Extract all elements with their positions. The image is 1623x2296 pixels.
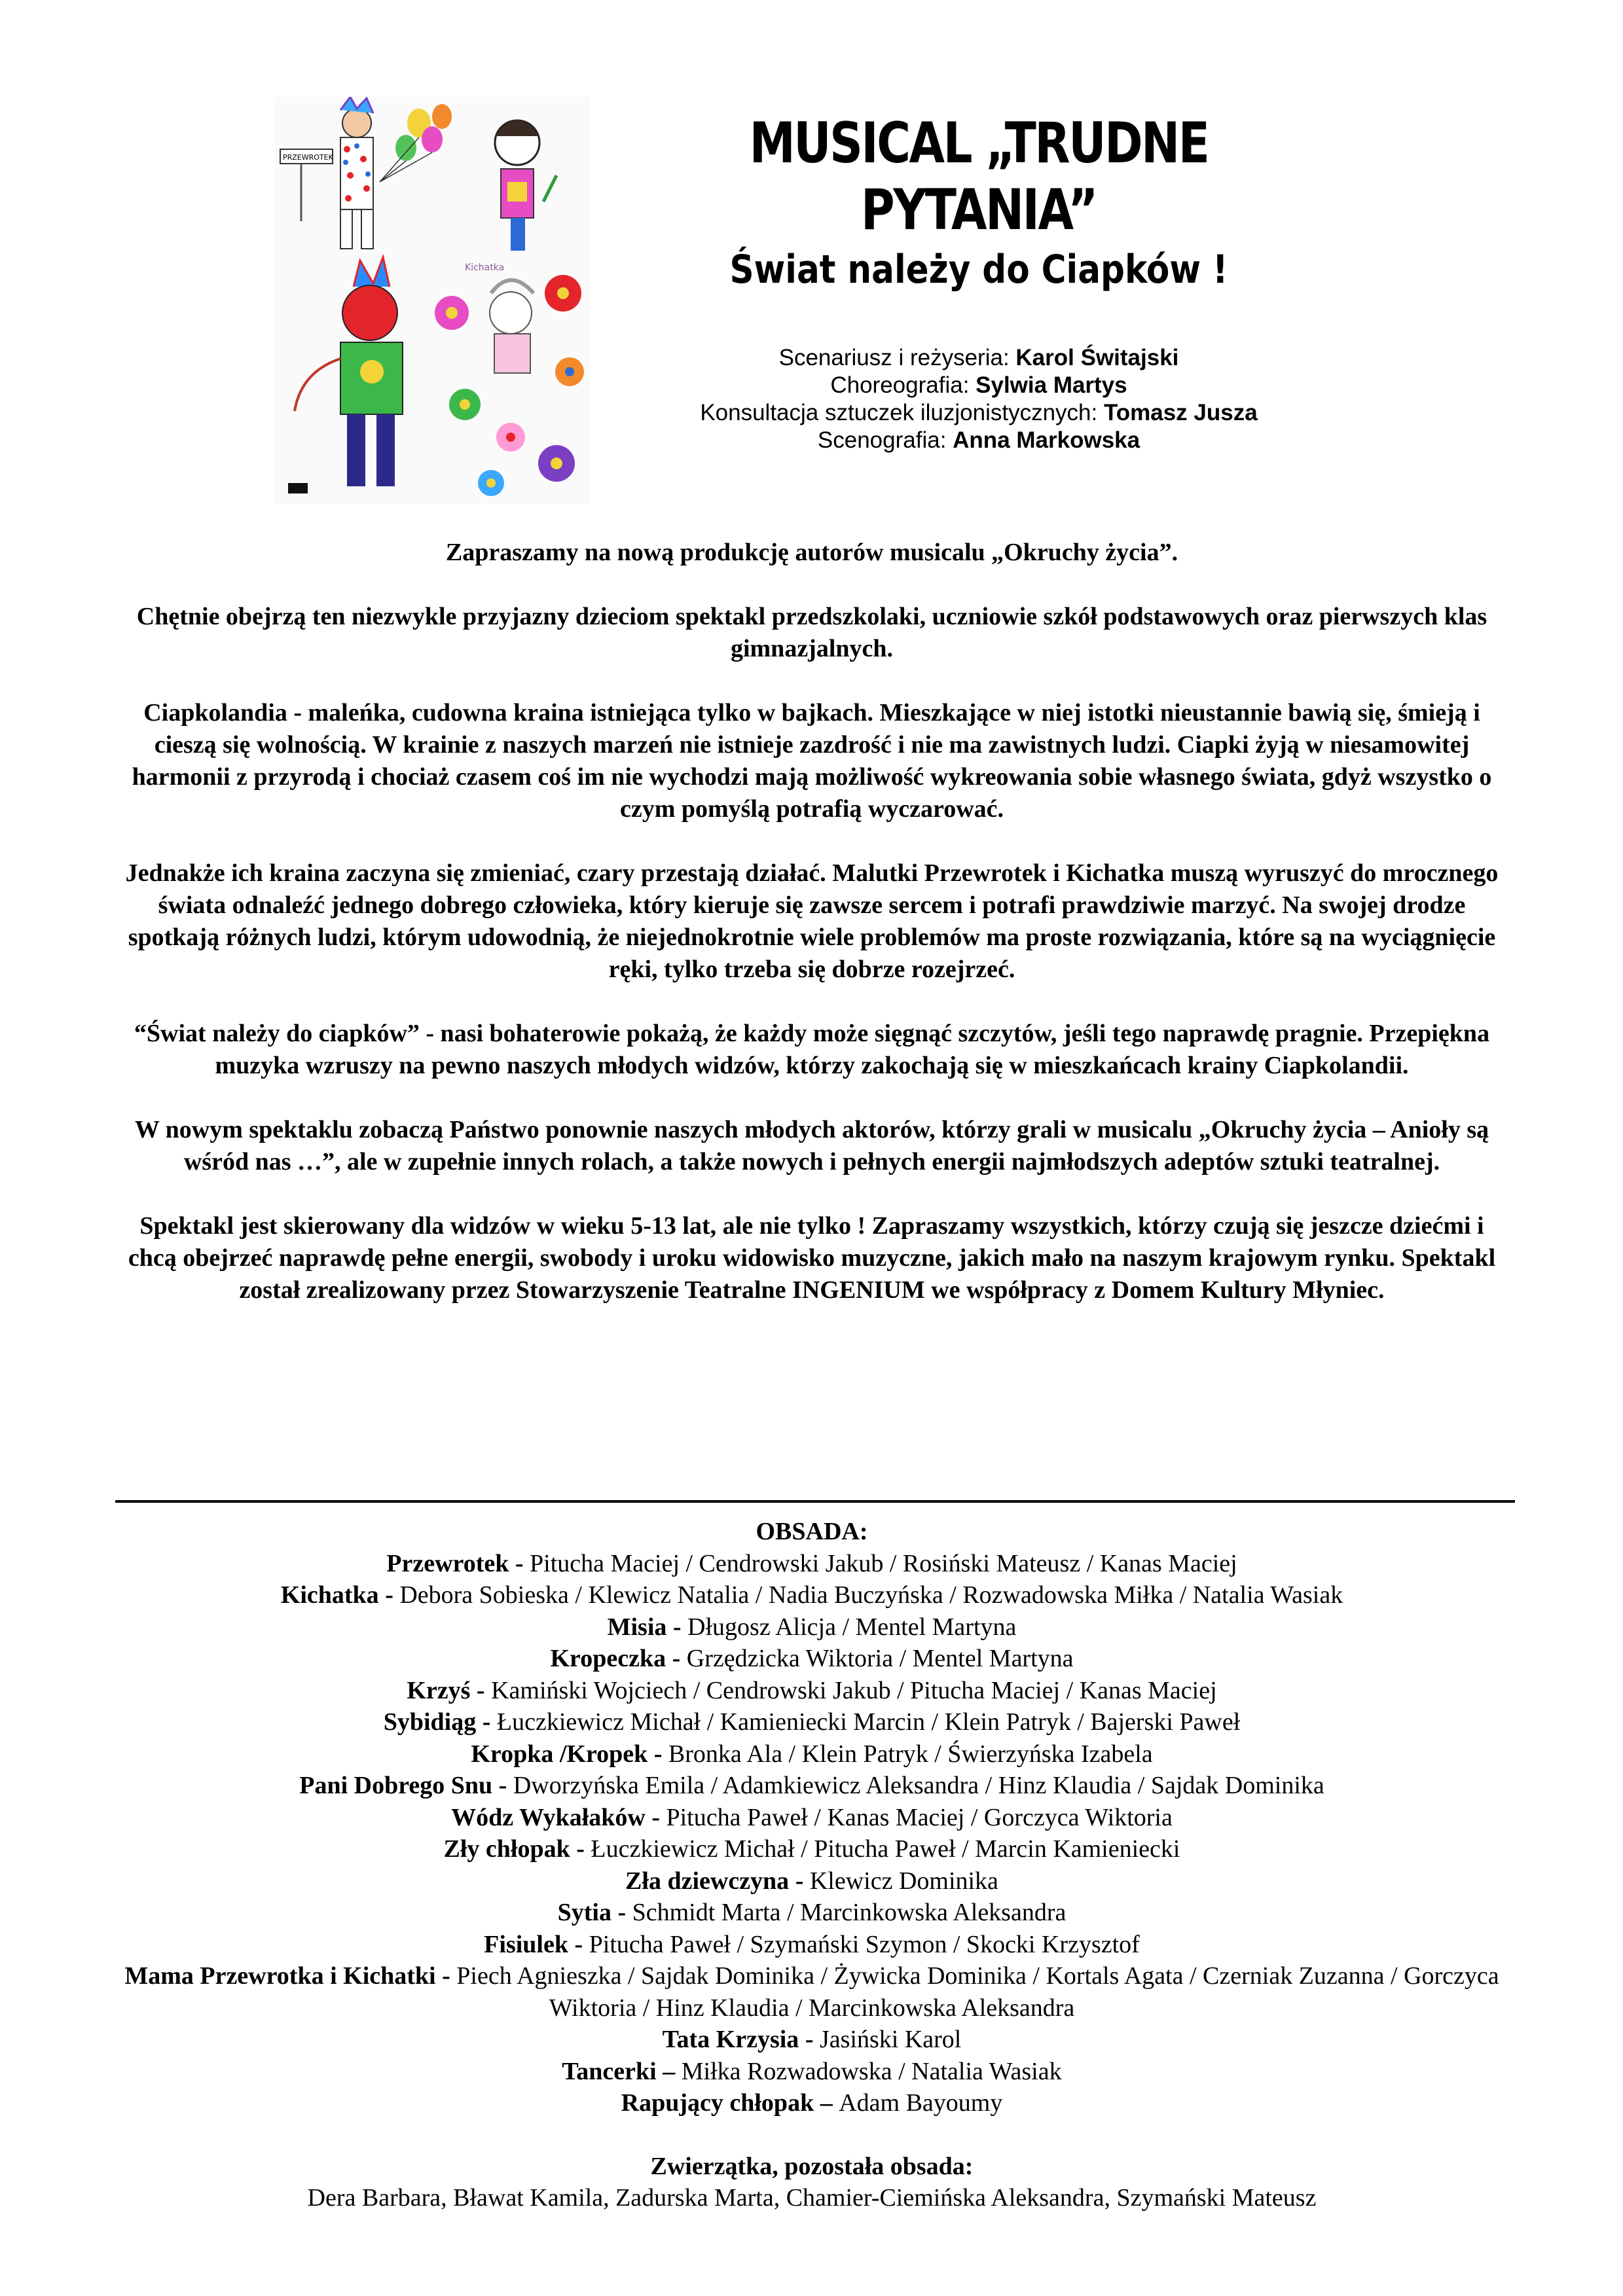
cast-separator: -: [666, 1613, 688, 1641]
cast-role: Tata Krzysia: [662, 2026, 799, 2053]
credit-label: Scenariusz i reżyseria:: [778, 345, 1016, 370]
page-title: MUSICAL „TRUDNE PYTANIA”: [749, 111, 1209, 243]
cast-role: Krzyś: [407, 1676, 471, 1704]
cast-actors: Adam Bayoumy: [839, 2089, 1003, 2117]
cast-row: [79, 1865, 1545, 1897]
paragraph-target: Spektakl jest skierowany dla widzów w wieku 5-13 lat, ale nie tylko ! Zapraszamy wszystkich, którzy czują się jeszcze dziećmi i chcą obejrzeć naprawdę pełne energii, swobody i uroku widowisko muzyczne, jakich mało na naszym krajowym rynku. Spektakl został zrealizowany przez Stowarzyszenie Teatralne INGENIUM we współpracy z Domem Kultury Młyniec.: [128, 1212, 1496, 1304]
cast-actors: Jasiński Karol: [819, 2026, 962, 2053]
cast-row: [79, 1738, 1545, 1770]
cast-row: [79, 1548, 1545, 1580]
cast-actors: Schmidt Marta / Marcinkowska Aleksandra: [632, 1899, 1067, 1926]
cast-separator: -: [470, 1676, 492, 1704]
cast-actors: Grzędzicka Wiktoria / Mentel Martyna: [686, 1645, 1074, 1672]
credit-name: Karol Świtajski: [1015, 345, 1179, 370]
cast-role: Zły chłopak: [443, 1835, 570, 1863]
credit-label: Scenografia:: [817, 427, 953, 453]
cast-role: Kropeczka: [550, 1645, 666, 1672]
paragraph-message: “Świat należy do ciapków” - nasi bohaterowie pokażą, że każdy może sięgnąć szczytów, jeśli tego naprawdę pragnie. Przepiękna muzyka wzruszy na pewno naszych młodych widzów, którzy zakochają się w mieszkańcach krainy Ciapkolandii.: [134, 1020, 1490, 1079]
cast-separator: -: [570, 1835, 591, 1863]
credit-line: [609, 372, 1349, 399]
childrens-drawings-illustration: [275, 97, 589, 504]
cast-actors: Długosz Alicja / Mentel Martyna: [687, 1613, 1017, 1641]
cast-role: Misia: [607, 1613, 667, 1641]
cast-role: Mama Przewrotka i Kichatki: [124, 1962, 436, 1990]
cast-separator: -: [378, 1581, 400, 1609]
cast-actors: Pitucha Paweł / Kanas Maciej / Gorczyca Wiktoria: [666, 1803, 1173, 1831]
name-tag-text: Kichatka: [465, 262, 505, 273]
cast-actors: Łuczkiewicz Michał / Pitucha Paweł / Marcin Kamieniecki: [591, 1835, 1180, 1863]
cast-actors: Pitucha Paweł / Szymański Szymon / Skocki Krzysztof: [589, 1930, 1140, 1958]
cast-actors: Łuczkiewicz Michał / Kamieniecki Marcin / Klein Patryk / Bajerski Paweł: [496, 1708, 1241, 1736]
cast-role: Zła dziewczyna: [625, 1867, 790, 1895]
extras-list: Dera Barbara, Bławat Kamila, Zadurska Marta, Chamier-Ciemińska Aleksandra, Szymański Mateusz: [307, 2184, 1317, 2212]
cast-separator: -: [799, 2026, 820, 2053]
cast-role: Przewrotek: [386, 1549, 509, 1577]
cast-row: [79, 1643, 1545, 1675]
cast-section: [79, 1516, 1545, 2214]
cast-row: [79, 1897, 1545, 1929]
cast-list: [79, 1548, 1545, 2119]
cast-actors: Piech Agnieszka / Sajdak Dominika / Żywicka Dominika / Kortals Agata / Czerniak Zuzanna / Gorczyca Wiktoria / Hinz Klaudia / Marcinkowska Aleksandra: [456, 1962, 1499, 2022]
cast-actors: Miłka Rozwadowska / Natalia Wasiak: [681, 2057, 1062, 2085]
cast-role: Sybidiąg: [383, 1708, 477, 1736]
credit-label: Choreografia:: [830, 372, 976, 398]
credit-name: Tomasz Jusza: [1103, 400, 1258, 425]
cast-row: [79, 1579, 1545, 1611]
description: [124, 537, 1499, 1338]
cast-separator: -: [568, 1930, 589, 1958]
cast-separator: -: [492, 1772, 513, 1799]
cast-separator: -: [476, 1708, 497, 1736]
paragraph-plot: Jednakże ich kraina zaczyna się zmieniać, czary przestają działać. Malutki Przewrotek i Kichatka muszą wyruszyć do mrocznego świata odnaleźć jednego dobrego człowieka, który kieruje się zawsze sercem i potrafi prawdziwie marzyć. Na swojej drodze spotkają różnych ludzi, którym udowodnią, że niejednokrotnie wiele problemów ma proste rozwiązania, które są na wyciągnięcie ręki, tylko trzeba się dobrze rozejrzeć.: [125, 859, 1499, 983]
credit-line: [609, 427, 1349, 454]
cast-role: Sytia: [557, 1899, 611, 1926]
cast-actors: Bronka Ala / Klein Patryk / Świerzyńska Izabela: [668, 1740, 1153, 1768]
cast-separator: –: [656, 2057, 682, 2085]
cast-role: Fisiulek: [484, 1930, 568, 1958]
credit-name: Sylwia Martys: [976, 372, 1127, 398]
header: [609, 110, 1349, 454]
paragraph-audience: Chętnie obejrzą ten niezwykle przyjazny dzieciom spektakl przedszkolaki, uczniowie szkół podstawowych oraz pierwszych klas gimnazjalnych.: [136, 603, 1487, 662]
cast-actors: Kamiński Wojciech / Cendrowski Jakub / Pitucha Maciej / Kanas Maciej: [491, 1676, 1217, 1704]
cast-actors: Klewicz Dominika: [809, 1867, 998, 1895]
cast-row: [79, 1802, 1545, 1834]
cast-separator: -: [789, 1867, 810, 1895]
cast-actors: Pitucha Maciej / Cendrowski Jakub / Rosiński Mateusz / Kanas Maciej: [530, 1549, 1237, 1577]
cast-separator: -: [509, 1549, 530, 1577]
cast-separator: -: [666, 1645, 687, 1672]
cast-role: Rapujący chłopak: [621, 2089, 814, 2117]
cast-row: [79, 1833, 1545, 1865]
cast-separator: -: [645, 1803, 666, 1831]
cast-row: [79, 1929, 1545, 1961]
cast-role: Pani Dobrego Snu: [299, 1772, 493, 1799]
extras-heading: Zwierzątka, pozostała obsada:: [650, 2152, 974, 2180]
cast-row: [79, 2024, 1545, 2056]
cast-separator: –: [814, 2089, 839, 2117]
cast-heading: OBSADA:: [756, 1518, 868, 1545]
page-subtitle: Świat należy do Ciapków !: [729, 247, 1228, 293]
cast-row: [79, 1611, 1545, 1643]
cast-row: [79, 1675, 1545, 1707]
cast-role: Wódz Wykałaków: [451, 1803, 646, 1831]
cast-separator: -: [435, 1962, 457, 1990]
cast-row: [79, 2056, 1545, 2088]
paragraph-actors: W nowym spektaklu zobaczą Państwo ponownie naszych młodych aktorów, którzy grali w musicalu „Okruchy życia – Anioły są wśród nas …”, ale w zupełnie innych rolach, a także nowych i pełnych energii najmłodszych adeptów sztuki teatralnej.: [134, 1116, 1489, 1175]
cast-row: [79, 1706, 1545, 1738]
cast-actors: Debora Sobieska / Klewicz Natalia / Nadia Buczyńska / Rozwadowska Miłka / Natalia Wasiak: [399, 1581, 1343, 1609]
paragraph-intro: Zapraszamy na nową produkcję autorów musicalu „Okruchy życia”.: [445, 539, 1178, 566]
cast-separator: -: [611, 1899, 632, 1926]
cast-role: Kichatka: [280, 1581, 379, 1609]
signpost-text: PRZEWROTEK: [283, 153, 333, 162]
credit-line: [609, 399, 1349, 427]
paragraph-ciapkolandia: Ciapkolandia - maleńka, cudowna kraina istniejąca tylko w bajkach. Mieszkające w niej istotki nieustannie bawią się, śmieją i cieszą się wolnością. W krainie z naszych marzeń nie istnieje zazdrość i nie ma zawistnych ludzi. Ciapki żyją w niesamowitej harmonii z przyrodą i chociaż czasem coś im nie wychodzi mają możliwość wykreowania sobie własnego świata, gdyż wszystko o czym pomyślą potrafią wyczarować.: [132, 699, 1492, 823]
credit-label: Konsultacja sztuczek iluzjonistycznych:: [700, 400, 1104, 425]
credit-line: [609, 344, 1349, 372]
cast-separator: -: [647, 1740, 668, 1768]
cast-row: [79, 1960, 1545, 2024]
cast-actors: Dworzyńska Emila / Adamkiewicz Aleksandra / Hinz Klaudia / Sajdak Dominika: [513, 1772, 1324, 1799]
cast-role: Kropka /Kropek: [471, 1740, 648, 1768]
credit-name: Anna Markowska: [953, 427, 1140, 453]
cast-row: [79, 2087, 1545, 2119]
credits: [609, 344, 1349, 454]
section-divider: [115, 1500, 1515, 1503]
cast-row: [79, 1770, 1545, 1802]
cast-role: Tancerki: [562, 2057, 657, 2085]
